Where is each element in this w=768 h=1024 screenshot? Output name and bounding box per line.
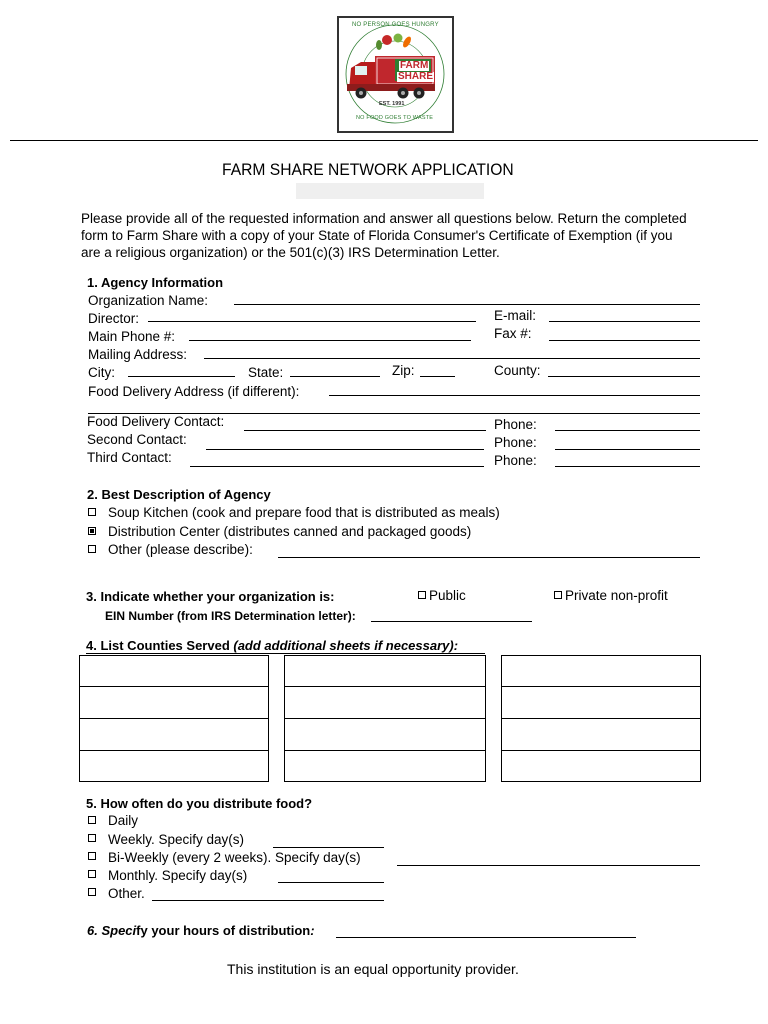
soup-kitchen-label: Soup Kitchen (cook and prepare food that is distributed as meals) [108,505,500,520]
fax-label: Fax #: [494,326,532,341]
other-frequency-field[interactable] [152,900,384,901]
county-label: County: [494,363,541,378]
second-contact-label: Second Contact: [87,432,187,447]
biweekly-label: Bi-Weekly (every 2 weeks). Specify day(s) [108,850,361,865]
zip-field[interactable] [420,376,455,377]
second-phone-field[interactable] [555,449,700,450]
county-cell[interactable] [79,686,269,719]
monthly-days-field[interactable] [278,882,384,883]
third-phone-field[interactable] [555,466,700,467]
soup-kitchen-checkbox[interactable] [88,508,96,516]
county-cell[interactable] [501,686,701,719]
second-contact-field[interactable] [206,449,484,450]
delivery-contact-field[interactable] [244,430,486,431]
delivery-phone-field[interactable] [555,430,700,431]
section6-heading-b: fy your hours of distribution [136,923,311,938]
other-frequency-checkbox[interactable] [88,888,96,896]
daily-checkbox[interactable] [88,816,96,824]
delivery-address-label: Food Delivery Address (if different): [88,384,300,399]
logo-bottom-text: NO FOOD GOES TO WASTE [356,115,434,121]
biweekly-days-field[interactable] [397,865,700,866]
weekly-label: Weekly. Specify day(s) [108,832,245,847]
section6-num: 6. [87,923,102,938]
daily-label: Daily [108,813,139,828]
weekly-checkbox[interactable] [88,834,96,842]
distribution-center-checkbox[interactable] [88,527,96,535]
org-name-label: Organization Name: [88,293,209,308]
state-label: State: [248,365,284,380]
mailing-address-label: Mailing Address: [88,347,188,362]
section4-heading [86,639,458,652]
farm-share-logo [337,16,454,133]
delivery-contact-label: Food Delivery Contact: [87,414,225,429]
section6-heading-a: Speci [101,923,137,938]
public-label: Public [429,588,466,603]
director-field[interactable] [148,321,476,322]
intro-line-3: are a religious organization) or the 501(c)(3) IRS Determination Letter. [81,245,500,260]
county-cell[interactable] [284,750,486,782]
email-field[interactable] [549,321,700,322]
county-cell[interactable] [501,655,701,687]
hours-field[interactable] [336,937,636,938]
zip-label: Zip: [392,363,415,378]
section2-heading: 2. Best Description of Agency [87,487,271,502]
county-cell[interactable] [79,655,269,687]
logo-top-text: NO PERSON GOES HUNGRY [352,22,439,28]
phone-label-1: Phone: [494,417,537,432]
state-field[interactable] [290,376,380,377]
third-contact-label: Third Contact: [87,450,172,465]
page-title: FARM SHARE NETWORK APPLICATION [222,160,514,179]
section4-heading-underline [86,653,485,654]
logo-est: EST. 1991 [379,101,405,107]
county-cell[interactable] [284,655,486,687]
other-frequency-label: Other. [108,886,145,901]
monthly-label: Monthly. Specify day(s) [108,868,248,883]
ein-field[interactable] [371,621,532,622]
weekly-days-field[interactable] [273,847,384,848]
county-cell[interactable] [501,750,701,782]
section5-heading: 5. How often do you distribute food? [86,796,313,811]
city-field[interactable] [128,376,235,377]
section3-heading: 3. Indicate whether your organization is: [86,589,335,604]
county-cell[interactable] [284,686,486,719]
intro-line-1: Please provide all of the requested information and answer all questions below. Return the completed [81,211,687,226]
city-label: City: [88,365,115,380]
section6-heading-c: : [310,923,315,938]
director-label: Director: [88,311,140,326]
monthly-checkbox[interactable] [88,870,96,878]
public-checkbox[interactable] [418,591,426,599]
main-phone-field[interactable] [189,340,471,341]
county-cell[interactable] [79,718,269,751]
other-agency-field[interactable] [278,557,700,558]
ein-label: EIN Number (from IRS Determination letter): [105,609,356,623]
county-cell[interactable] [501,718,701,751]
county-cell[interactable] [284,718,486,751]
section4-heading-italic: (add additional sheets if necessary): [233,638,459,653]
mailing-address-field[interactable] [204,358,700,359]
other-agency-label: Other (please describe): [108,542,253,557]
fax-field[interactable] [549,340,700,341]
org-name-field[interactable] [234,304,700,305]
other-agency-checkbox[interactable] [88,545,96,553]
phone-label-2: Phone: [494,435,537,450]
email-label: E-mail: [494,308,537,323]
private-nonprofit-checkbox[interactable] [554,591,562,599]
delivery-address-field[interactable] [329,395,700,396]
county-cell[interactable] [79,750,269,782]
county-field[interactable] [548,376,700,377]
phone-label-3: Phone: [494,453,537,468]
equal-opportunity-statement: This institution is an equal opportunity provider. [227,961,519,977]
distribution-center-label: Distribution Center (distributes canned and packaged goods) [108,524,472,539]
logo-brand-line2: SHARE [398,71,434,82]
logo-brand-line1: FARM [400,60,429,71]
biweekly-checkbox[interactable] [88,852,96,860]
section4-heading-bold: 4. List Counties Served [86,638,234,653]
intro-line-2: form to Farm Share with a copy of your State of Florida Consumer's Certificate of Exemption (if you [81,228,673,243]
title-underline-highlight [296,183,484,199]
section6-heading [87,924,315,937]
main-phone-label: Main Phone #: [88,329,176,344]
section1-heading: 1. Agency Information [87,275,224,290]
header-rule [10,140,758,141]
private-nonprofit-label: Private non-profit [565,588,668,603]
third-contact-field[interactable] [190,466,484,467]
